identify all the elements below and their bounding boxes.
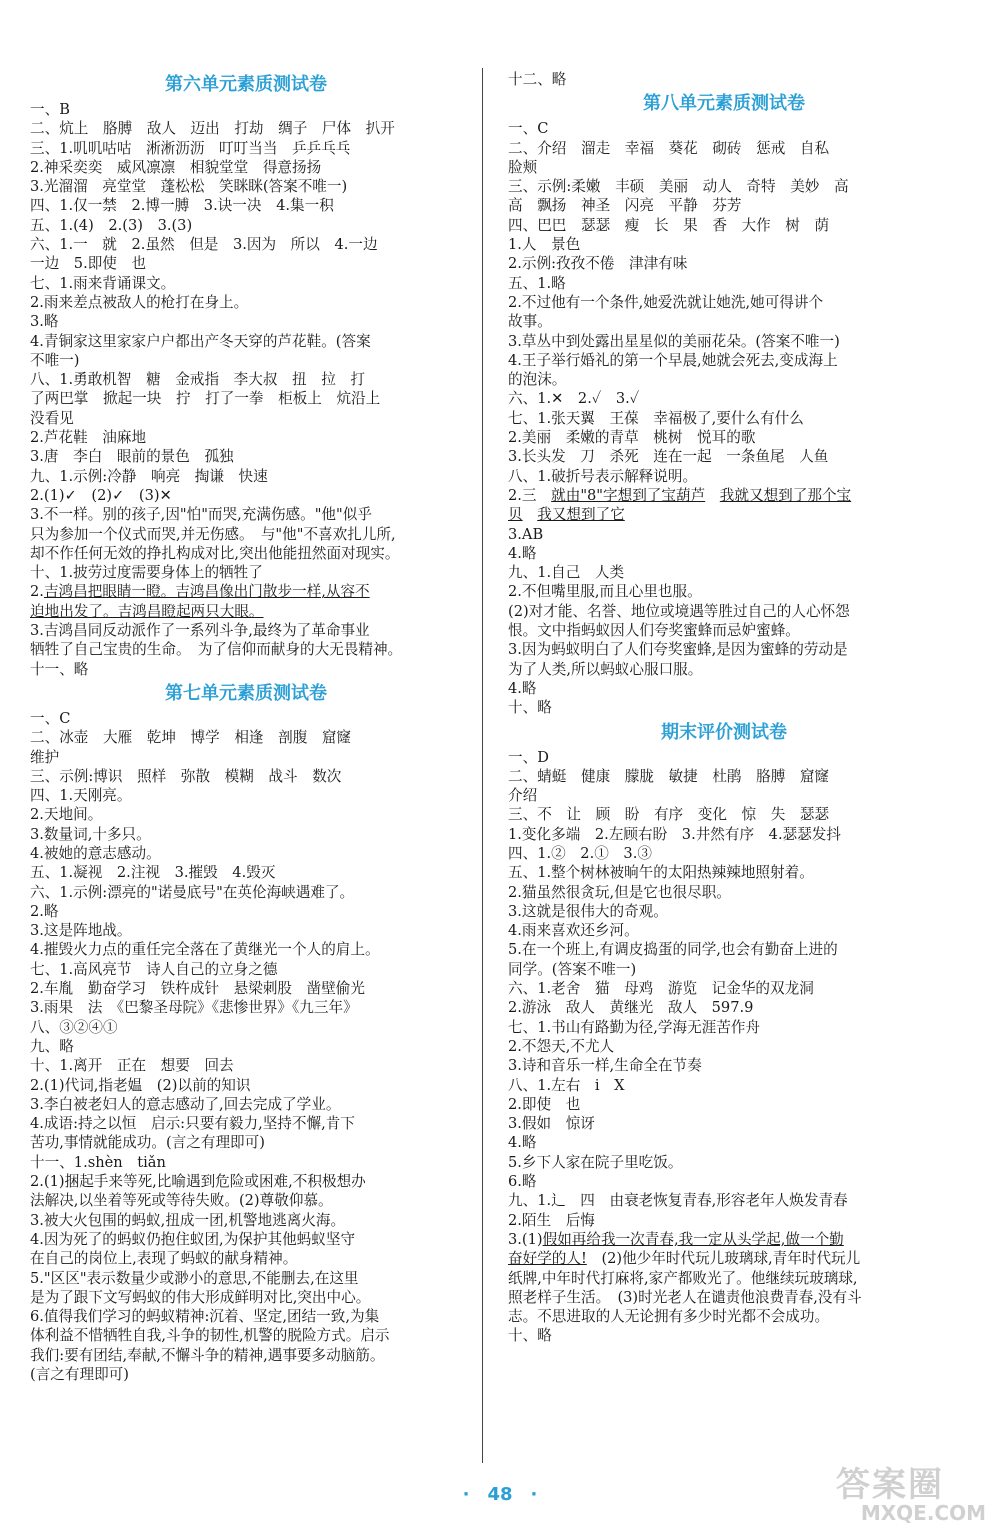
- answer-line: 6.略: [508, 1173, 537, 1191]
- answer-line: 十一、1.shèn tiǎn: [30, 1153, 166, 1171]
- answer-line: 2.陌生 后悔: [508, 1211, 595, 1229]
- answer-line: 体利益不惜牺牲自我,斗争的韧性,机警的脱险方式。启示: [30, 1327, 390, 1345]
- answer-line: 五、1.凝视 2.注视 3.摧毁 4.毁灭: [30, 864, 276, 882]
- answer-line: 七、1.书山有路勤为径,学海无涯苦作舟: [508, 1018, 761, 1036]
- section-heading-unit7: 第七单元素质测试卷: [165, 682, 327, 704]
- answer-line: 二、介绍 溜走 幸福 葵花 砌砖 惩戒 自私: [508, 139, 830, 157]
- answer-line: 六、1.示例:漂亮的"诺曼底号"在英伦海峡遇难了。: [30, 883, 355, 901]
- answer-line: 3.李白被老妇人的意志感动了,回去完成了学业。: [30, 1095, 341, 1113]
- column-divider: [482, 68, 483, 1463]
- answer-line: 一、D: [508, 748, 549, 766]
- answer-line: 2.(1)捆起手来等死,比喻遇到危险或困难,不积极想办: [30, 1173, 366, 1191]
- answer-line: [508, 1230, 940, 1249]
- answer-line: 七、1.高风亮节 诗人自己的立身之德: [30, 960, 278, 978]
- answer-line: 十、1.离开 正在 想要 回去: [30, 1057, 234, 1075]
- answer-line: 十、略: [508, 1327, 552, 1345]
- answer-line: 3.长头发 刀 杀死 连在一起 一条鱼尾 人鱼: [508, 448, 829, 466]
- answer-line: 4.成语:持之以恒 启示:只要有毅力,坚持不懈,肯下: [30, 1115, 355, 1133]
- answer-line: 三、1.叽叽咕咕 淅淅沥沥 叮叮当当 乒乒乓乓: [30, 139, 351, 157]
- answer-line: 4.略: [508, 544, 537, 562]
- answer-line: 二、炕上 胳膊 敌人 迈出 打劫 绸子 尸体 扒开: [30, 120, 395, 138]
- answer-line: 2.不怨天,不尤人: [508, 1037, 615, 1055]
- answer-line: 牺牲了自己宝贵的生命。 为了信仰而献身的大无畏精神。: [30, 641, 403, 659]
- answer-line: 四、1.② 2.① 3.③: [508, 844, 652, 862]
- answer-line: 不唯一): [30, 351, 80, 369]
- answer-line: 2.车胤 勤奋学习 铁杵成针 悬梁刺股 凿壁偷光: [30, 980, 365, 998]
- answer-line: 3.数量词,十多只。: [30, 825, 151, 843]
- answer-line: 2.不过他有一个条件,她爱洗就让她洗,她可得讲个: [508, 293, 824, 311]
- answer-line: 五、1.略: [508, 274, 566, 292]
- answer-line: 2.雨来差点被敌人的枪打在身上。: [30, 293, 249, 311]
- answer-line: 却不作任何无效的挣扎构成对比,突出他能扭然面对现实。: [30, 544, 400, 562]
- answer-line: 4.雨来喜欢还乡河。: [508, 922, 639, 940]
- line-prefix: 3.(1): [508, 1230, 543, 1248]
- answer-line: 九、1.自己 人类: [508, 564, 625, 582]
- answer-line: 七、1.雨来背诵课文。: [30, 274, 176, 292]
- answer-line: 一、C: [508, 120, 549, 138]
- answer-line: 2.芦花鞋 油麻地: [30, 429, 147, 447]
- answer-line: 三、不 让 顾 盼 有序 变化 惊 失 瑟瑟: [508, 806, 830, 824]
- answer-line: 八、1.勇敢机智 糖 金戒指 李大叔 扭 拉 打: [30, 371, 365, 389]
- page-number: · 48 ·: [462, 1484, 538, 1505]
- answer-line: 4.因为死了的蚂蚁仍抱住蚁团,为保护其他蚂蚁坚守: [30, 1230, 356, 1248]
- answer-line: 二、冰壶 大雁 乾坤 博学 相逢 剖腹 窟窿: [30, 729, 352, 747]
- answer-line: 4.摧毁火力点的重任完全落在了黄继光一个人的肩上。: [30, 941, 380, 959]
- answer-line: 八、1.破折号表示解释说明。: [508, 467, 698, 485]
- section-heading-final: 期末评价测试卷: [661, 721, 787, 743]
- watermark-title: 答案圈: [836, 1465, 944, 1505]
- answer-line: 一边 5.即使 也: [30, 255, 147, 273]
- answer-line: (2)对才能、名誉、地位或境遇等胜过自己的人心怀怨: [508, 602, 850, 620]
- answer-line: 2.猫虽然很贪玩,但是它也很尽职。: [508, 883, 731, 901]
- answer-line: 五、1.(4) 2.(3) 3.(3): [30, 216, 193, 234]
- answer-line: 没看见: [30, 409, 74, 427]
- left-column: [30, 70, 462, 1384]
- answer-line: 2.即使 也: [508, 1095, 581, 1113]
- answer-line: 十、略: [508, 699, 552, 717]
- line-suffix: (2)他少年时代玩儿玻璃球,青年时代玩儿: [586, 1250, 861, 1268]
- underlined-answer: 吉鸿昌把眼睛一瞪。吉鸿昌像出门散步一样,从容不: [43, 583, 370, 601]
- answer-line: 四、1.天刚亮。: [30, 787, 132, 805]
- answer-line: 四、巴巴 瑟瑟 瘦 长 果 香 大作 树 荫: [508, 216, 830, 234]
- answer-line: 只为参加一个仪式而哭,并无伤感。 与"他"不喜欢扎儿所,: [30, 525, 396, 543]
- answer-line: 3.诗和音乐一样,生命全在节奏: [508, 1057, 702, 1075]
- answer-line: 十、1.披劳过度需要身体上的牺牲了: [30, 564, 263, 582]
- answer-line: 2.美丽 柔嫩的青草 桃树 悦耳的歌: [508, 429, 756, 447]
- answer-line: 纸牌,中年时代打麻将,家产都败光了。他继续玩玻璃球,: [508, 1269, 858, 1287]
- answer-line: 2.不但嘴里服,而且心里也服。: [508, 583, 702, 601]
- answer-line: 九、1.辶 四 由衰老恢复青春,形容老年人焕发青春: [508, 1192, 848, 1210]
- answer-line: 六、1.老舍 猫 母鸡 游览 记金华的双龙洞: [508, 980, 814, 998]
- right-column: [508, 70, 940, 1346]
- answer-line: 故事。: [508, 313, 552, 331]
- answer-line: 同学。(答案不唯一): [508, 960, 637, 978]
- answer-line: 志。不思进取的人无论拥有多少时光都不会成功。: [508, 1308, 830, 1326]
- answer-line: 苦功,事情就能成功。(言之有理即可): [30, 1134, 265, 1152]
- underlined-answer: 奋好学的人!: [508, 1250, 587, 1268]
- answer-line: (言之有理即可): [30, 1366, 129, 1383]
- answer-line: 法解决,以坐着等死或等待失败。(2)尊敬仰慕。: [30, 1192, 333, 1210]
- answer-line: 三、示例:柔嫩 丰硕 美丽 动人 奇特 美妙 高: [508, 178, 849, 196]
- unit8-answers: [508, 119, 940, 717]
- answer-line: 3.唐 李白 眼前的景色 孤独: [30, 448, 234, 466]
- answer-line: 是为了跟下文写蚂蚁的伟大形成鲜明对比,突出中心。: [30, 1288, 371, 1306]
- answer-line: 3.因为蚂蚁明白了人们夸奖蜜蜂,是因为蜜蜂的劳动是: [508, 641, 848, 659]
- answer-line: 八、1.左右 i X: [508, 1076, 625, 1094]
- answer-line: 2.(1)✓ (2)✓ (3)✕: [30, 486, 172, 504]
- answer-line: 4.王子举行婚礼的第一个早晨,她就会死去,变成海上: [508, 351, 838, 369]
- answer-line: 2.示例:孜孜不倦 津津有味: [508, 255, 688, 273]
- answer-line: 1.人 景色: [508, 236, 581, 254]
- answer-line: 2.神采奕奕 威风凛凛 相貌堂堂 得意扬扬: [30, 158, 322, 176]
- underlined-answer: 迫地出发了。吉鸿昌瞪起两只大眼。: [30, 602, 264, 620]
- answer-line: 六、1.✕ 2.✓ 3.✓: [508, 390, 640, 408]
- unit7-answers: [30, 709, 462, 1384]
- answer-line: 3.被大火包围的蚂蚁,扭成一团,机警地逃离火海。: [30, 1211, 346, 1229]
- answer-line: [508, 1249, 940, 1268]
- answer-line: 5.乡下人家在院子里吃饭。: [508, 1153, 683, 1171]
- underlined-answer: 假如再给我一次青春,我一定从头学起,做一个勤: [542, 1230, 844, 1248]
- answer-line: 了两巴掌 掀起一块 拧 打了一拳 柜板上 炕沿上: [30, 390, 381, 408]
- answer-line: [30, 582, 462, 601]
- answer-line: 介绍: [508, 787, 538, 805]
- answer-line: 五、1.整个树林被晌午的太阳热辣辣地照射着。: [508, 864, 814, 882]
- answer-line: 的泡沫。: [508, 371, 567, 389]
- answer-line: 在自己的岗位上,表现了蚂蚁的献身精神。: [30, 1250, 298, 1268]
- answer-line: 3.不一样。别的孩子,因"怕"而哭,充满伤感。"他"似乎: [30, 506, 372, 524]
- answer-line: [508, 486, 940, 505]
- answer-line: 1.变化多端 2.左顾右盼 3.井然有序 4.瑟瑟发抖: [508, 825, 841, 843]
- underlined-answer: 我就又想到了那个宝: [719, 486, 852, 504]
- answer-line: 为了人类,所以蚂蚁心服口服。: [508, 660, 703, 678]
- answer-line: 维护: [30, 748, 60, 766]
- answer-line: 2.略: [30, 902, 59, 920]
- answer-line: 十二、略: [508, 71, 567, 88]
- answer-line: 九、1.示例:冷静 响亮 掏谦 快速: [30, 467, 268, 485]
- line-gap: [705, 487, 720, 504]
- answer-line: 4.被她的意志感动。: [30, 844, 161, 862]
- answer-line: 3.这是阵地战。: [30, 922, 132, 940]
- final-answers: [508, 748, 940, 1346]
- line-gap: [523, 506, 538, 523]
- answer-line: 3.略: [30, 313, 59, 331]
- line-prefix: 2.: [30, 583, 44, 601]
- answer-line: 5."区区"表示数量少或渺小的意思,不能删去,在这里: [30, 1269, 359, 1287]
- answer-line: 九、略: [30, 1037, 74, 1055]
- answer-line: 3.AB: [508, 525, 544, 543]
- answer-line: 十一、略: [30, 660, 89, 678]
- answer-line: 二、蜻蜓 健康 朦胧 敏捷 杜鹃 胳膊 窟窿: [508, 767, 830, 785]
- answer-line: 2.(1)代词,指老媪 (2)以前的知识: [30, 1076, 251, 1094]
- underlined-answer: 就由"8"字想到了宝葫芦: [551, 486, 706, 504]
- section-heading-unit6: 第六单元素质测试卷: [165, 74, 327, 95]
- answer-line: 3.这就是很伟大的奇观。: [508, 902, 668, 920]
- answer-line: 6.值得我们学习的蚂蚁精神:沉着、坚定,团结一致,为集: [30, 1308, 380, 1326]
- answer-line: 4.略: [508, 679, 537, 697]
- answer-line: 恨。文中指蚂蚁因人们夸奖蜜蜂而忌妒蜜蜂。: [508, 622, 800, 640]
- answer-line: 3.草丛中到处露出星星似的美丽花朵。(答案不唯一): [508, 332, 840, 350]
- unit6-answers: [30, 100, 462, 679]
- answer-line: 高 飘扬 神圣 闪亮 平静 芬芳: [508, 197, 742, 215]
- answer-line: 3.假如 惊讶: [508, 1115, 595, 1133]
- underlined-answer: 贝: [508, 506, 523, 524]
- answer-line: 3.雨果 法 《巴黎圣母院》《悲惨世界》《九三年》: [30, 999, 358, 1017]
- answer-line: 2.游泳 敌人 黄继光 敌人 597.9: [508, 999, 754, 1017]
- answer-line: 一、C: [30, 709, 71, 727]
- answer-line: 七、1.张天翼 王葆 幸福极了,要什么有什么: [508, 409, 804, 427]
- underlined-answer: 我又想到了它: [537, 506, 625, 524]
- answer-line: [508, 505, 940, 524]
- answer-line: 六、1.一 就 2.虽然 但是 3.因为 所以 4.一边: [30, 236, 378, 254]
- answer-line: 2.天地间。: [30, 806, 103, 824]
- line-prefix: 2.三: [508, 486, 552, 504]
- watermark-logo: [836, 1467, 986, 1527]
- answer-line: [30, 602, 462, 621]
- answer-line: 5.在一个班上,有调皮捣蛋的同学,也会有勤奋上进的: [508, 941, 838, 959]
- answer-line: 我们:要有团结,奉献,不懈斗争的精神,遇事要多动脑筋。: [30, 1346, 385, 1364]
- answer-line: 3.光溜溜 亮堂堂 蓬松松 笑眯眯(答案不唯一): [30, 178, 348, 196]
- answer-line: 一、B: [30, 101, 70, 118]
- answer-line: 3.吉鸿昌同反动派作了一系列斗争,最终为了革命事业: [30, 622, 370, 640]
- answer-line: 八、③②④①: [30, 1018, 118, 1036]
- answer-line: 4.略: [508, 1134, 537, 1152]
- answer-line: 4.青铜家这里家家户户都出产冬天穿的芦花鞋。(答案: [30, 332, 371, 350]
- answer-line: 脸颊: [508, 158, 538, 176]
- answer-line: 四、1.仅一禁 2.博一膊 3.诀一决 4.集一积: [30, 197, 334, 215]
- answer-line: 照老样子生活。 (3)时光老人在谴责他浪费青春,没有斗: [508, 1288, 862, 1306]
- answer-line: 三、示例:博识 照样 弥散 模糊 战斗 数次: [30, 767, 342, 785]
- watermark-url: MXQE.COM: [860, 1501, 986, 1525]
- section-heading-unit8: 第八单元素质测试卷: [643, 93, 805, 115]
